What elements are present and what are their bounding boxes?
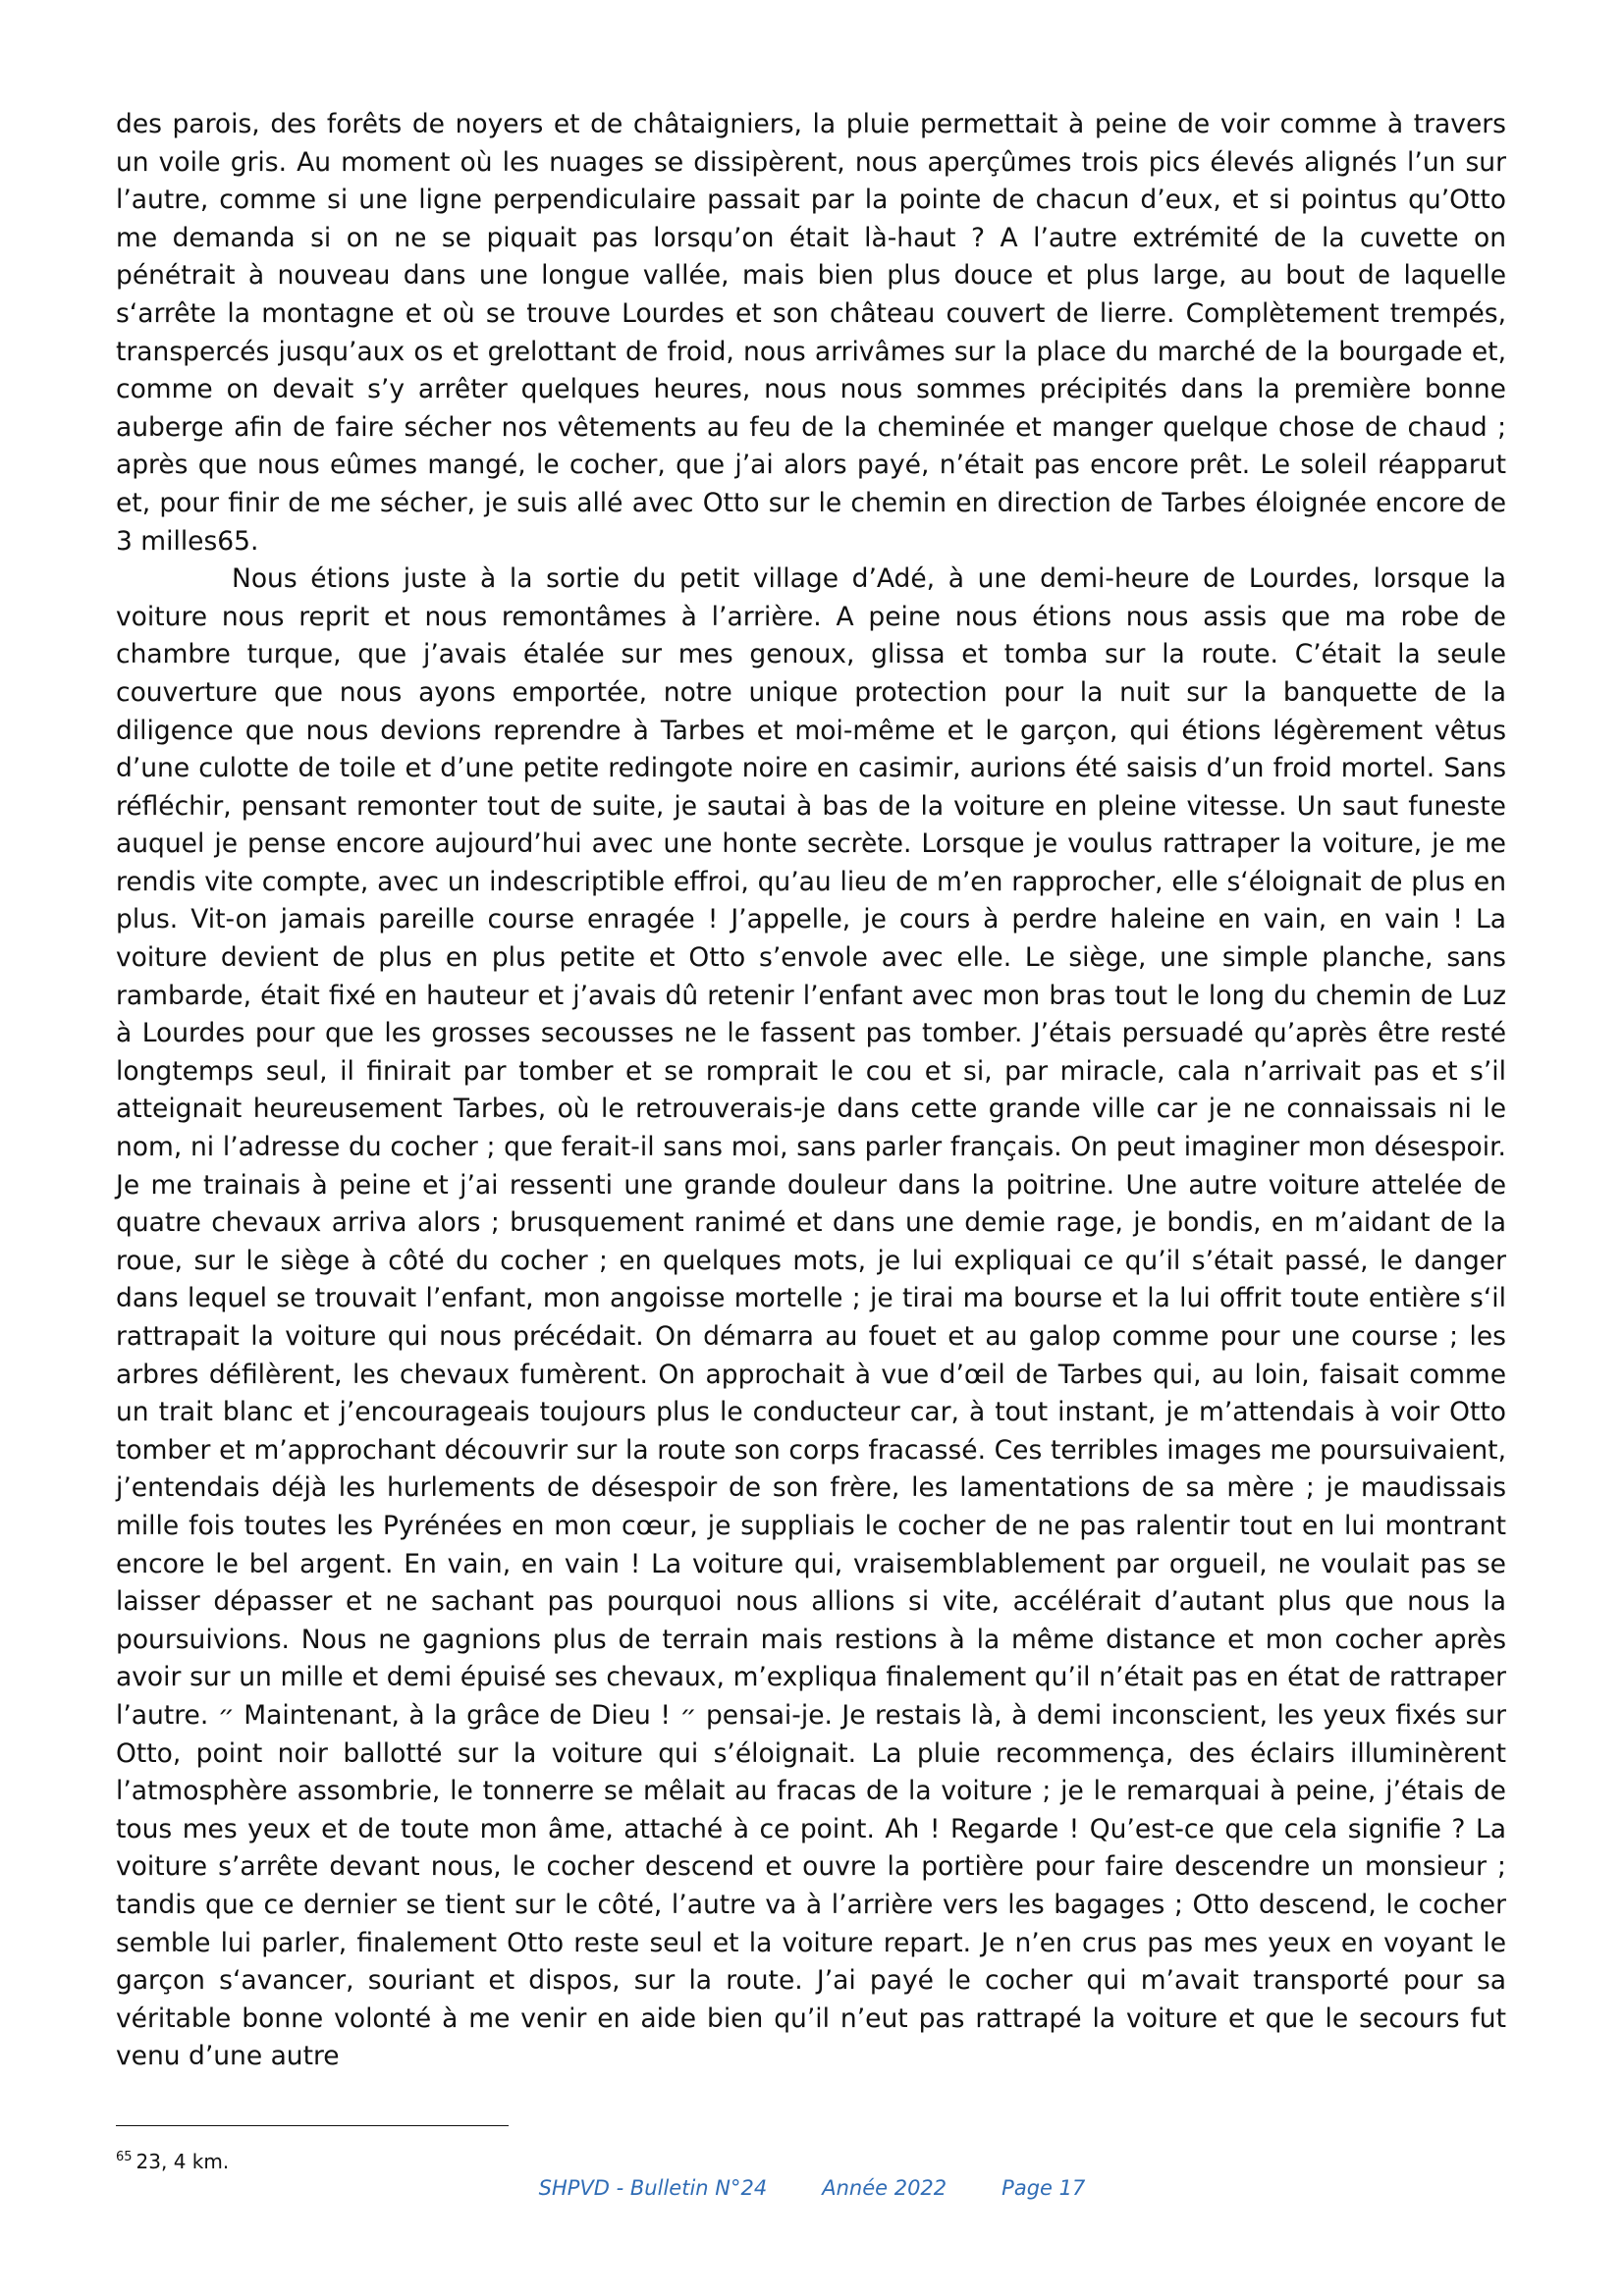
footnote-number: 65	[116, 2150, 133, 2164]
footer-page-number: Page 17	[1001, 2176, 1086, 2200]
paragraph-1-text: des parois, des forêts de noyers et de châtaigniers, la pluie permettait à peine de voir comme à travers un voile gris. Au moment où les nuages se dissipèrent, nous aperçûmes trois pics élevés alignés l’un sur l’autre, comme si une ligne perpendiculaire passait par la pointe de chacun d’eux, et si pointus qu’Otto me demanda si on ne se piquait pas lorsqu’on était là-haut ? A l’autre extrémité de la cuvette on pénétrait à nouveau dans une longue vallée, mais bien plus douce et plus large, au bout de laquelle s‘arrête la montagne et où se trouve Lourdes et son château couvert de lierre. Complètement trempés, transpercés jusqu’aux os et grelottant de froid, nous arrivâmes sur la place du marché de la bourgade et, comme on devait s’y arrêter quelques heures, nous nous sommes précipités dans la première bonne auberge afin de faire sécher nos vêtements au feu de la cheminée et manger quelque chose de chaud ; après que nous eûmes mangé, le cocher, que j’ai alors payé, n’était pas encore prêt. Le soleil réapparut et, pour finir de me sécher, je suis allé avec Otto sur le chemin en direction de Tarbes éloignée encore de 3 milles	[116, 109, 1506, 557]
footnote-text: 23, 4 km.	[135, 2150, 230, 2173]
body-text	[116, 106, 1506, 2076]
paragraph-2: Nous étions juste à la sortie du petit village d’Adé, à une demi-heure de Lourdes, lorsque la voiture nous reprit et nous remontâmes à l’arrière. A peine nous étions nous assis que ma robe de chambre turque, que j’avais étalée sur mes genoux, glissa et tomba sur la route. C’était la seule couverture que nous ayons emportée, notre unique protection pour la nuit sur la banquette de la diligence que nous devions reprendre à Tarbes et moi-même et le garçon, qui étions légèrement vêtus d’une culotte de toile et d’une petite redingote noire en casimir, aurions été saisis d’un froid mortel. Sans réfléchir, pensant remonter tout de suite, je sautai à bas de la voiture en pleine vitesse. Un saut funeste auquel je pense encore aujourd’hui avec une honte secrète. Lorsque je voulus rattraper la voiture, je me rendis vite compte, avec un indescriptible effroi, qu’au lieu de m’en rapprocher, elle s‘éloignait de plus en plus. Vit-on jamais pareille course enragée ! J’appelle, je cours à perdre haleine en vain, en vain ! La voiture devient de plus en plus petite et Otto s’envole avec elle. Le siège, une simple planche, sans rambarde, était fixé en hauteur et j’avais dû retenir l’enfant avec mon bras tout le long du chemin de Luz à Lourdes pour que les grosses secousses ne le fassent pas tomber. J’étais persuadé qu’après être resté longtemps seul, il finirait par tomber et se romprait le cou et si, par miracle, cala n’arrivait pas et s’il atteignait heureusement Tarbes, où le retrouverais-je dans cette grande ville car je ne connaissais ni le nom, ni l’adresse du cocher ; que ferait-il sans moi, sans parler français. On peut imaginer mon désespoir. Je me trainais à peine et j’ai ressenti une grande douleur dans la poitrine. Une autre voiture attelée de quatre chevaux arriva alors ; brusquement ranimé et dans une demie rage, je bondis, en m’aidant de la roue, sur le siège à côté du cocher ; en quelques mots, je lui expliquai ce qu’il s’était passé, le danger dans lequel se trouvait l’enfant, mon angoisse mortelle ; je tirai ma bourse et la lui offrit toute entière s‘il rattrapait la voiture qui nous précédait. On démarra au fouet et au galop comme pour une course ; les arbres défilèrent, les chevaux fumèrent. On approchait à vue d’œil de Tarbes qui, au loin, faisait comme un trait blanc et j’encourageais toujours plus le conducteur car, à tout instant, je m’attendais à voir Otto tomber et m’approchant découvrir sur la route son corps fracassé. Ces terribles images me poursuivaient, j’entendais déjà les hurlements de désespoir de son frère, les lamentations de sa mère ; je maudissais mille fois toutes les Pyrénées en mon cœur, je suppliais le cocher de ne pas ralentir tout en lui montrant encore le bel argent. En vain, en vain ! La voiture qui, vraisemblablement par orgueil, ne voulait pas se laisser dépasser et ne sachant pas pourquoi nous allions si vite, accélérait d’autant plus que nous la poursuivions. Nous ne gagnions plus de terrain mais restions à la même distance et mon cocher après avoir sur un mille et demi épuisé ses chevaux, m’expliqua finalement qu’il n’était pas en état de rattraper l’autre. ״ Maintenant, à la grâce de Dieu ! ״ pensai-je. Je restais là, à demi inconscient, les yeux fixés sur Otto, point noir ballotté sur la voiture qui s’éloignait. La pluie recommença, des éclairs illuminèrent l’atmosphère assombrie, le tonnerre se mêlait au fracas de la voiture ; je le remarquai à peine, j’étais de tous mes yeux et de toute mon âme, attaché à ce point. Ah ! Regarde ! Qu’est-ce que cela signifie ? La voiture s’arrête devant nous, le cocher descend et ouvre la portière pour faire descendre un monsieur ; tandis que ce dernier se tient sur le côté, l’autre va à l’arrière vers les bagages ; Otto descend, le cocher semble lui parler, finalement Otto reste seul et la voiture repart. Je n’en crus pas mes yeux en voyant le garçon s‘avancer, souriant et dispos, sur la route. J’ai payé le cocher qui m’avait transporté pour sa véritable bonne volonté à me venir en aide bien qu’il n’eut pas rattrapé la voiture et que le secours fut venu d’une autre	[116, 563, 1506, 2072]
paragraph-1	[116, 106, 1506, 561]
footnote	[116, 2150, 229, 2173]
footer-bulletin: SHPVD - Bulletin N°24	[538, 2176, 768, 2200]
footnote-separator	[116, 2125, 509, 2126]
page-footer	[0, 2176, 1624, 2200]
paragraph-1-end: .	[250, 525, 259, 557]
footer-year: Année 2022	[822, 2176, 947, 2200]
footnote-reference[interactable]: 65	[217, 525, 251, 557]
